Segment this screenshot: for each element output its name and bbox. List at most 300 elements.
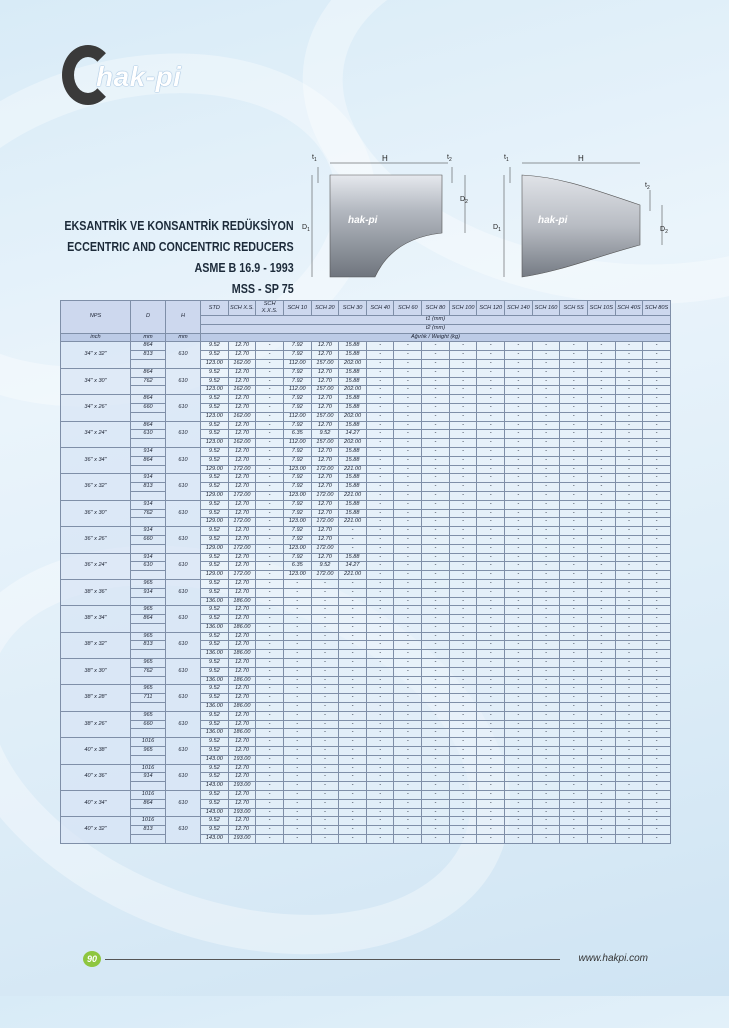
value-cell: - [477, 650, 505, 659]
value-cell: 7.92 [283, 535, 311, 544]
value-cell: - [422, 509, 450, 518]
value-cell: - [615, 456, 643, 465]
value-cell: - [477, 588, 505, 597]
value-cell: - [422, 439, 450, 448]
value-cell: - [449, 694, 477, 703]
table-row [61, 606, 671, 615]
value-cell: - [587, 439, 615, 448]
value-cell: - [449, 403, 477, 412]
value-cell: - [422, 817, 450, 826]
value-cell: - [505, 403, 533, 412]
value-cell: - [366, 606, 394, 615]
value-cell: 9.52 [201, 747, 229, 756]
value-cell: - [422, 421, 450, 430]
value-cell: - [477, 685, 505, 694]
value-cell: - [449, 808, 477, 817]
value-cell: - [615, 711, 643, 720]
value-cell: - [366, 386, 394, 395]
value-cell: 172.00 [311, 571, 339, 580]
value-cell: - [587, 579, 615, 588]
value-cell: - [449, 483, 477, 492]
d-cell: 864 [131, 615, 166, 624]
value-cell: - [532, 641, 560, 650]
value-cell: - [256, 703, 284, 712]
value-cell: - [587, 667, 615, 676]
value-cell: - [366, 359, 394, 368]
value-cell: - [560, 791, 588, 800]
value-cell: - [643, 544, 671, 553]
table-row [61, 835, 671, 844]
value-cell: - [283, 799, 311, 808]
value-cell: - [422, 377, 450, 386]
value-cell: - [256, 817, 284, 826]
value-cell: - [256, 395, 284, 404]
value-cell: - [560, 667, 588, 676]
value-cell: - [587, 395, 615, 404]
h-cell: 610 [166, 711, 201, 737]
value-cell: - [532, 588, 560, 597]
value-cell: 9.52 [201, 764, 229, 773]
value-cell: 123.00 [283, 518, 311, 527]
value-cell: - [643, 791, 671, 800]
value-cell: 129.00 [201, 571, 229, 580]
value-cell: 123.00 [201, 439, 229, 448]
value-cell: - [311, 808, 339, 817]
value-cell: - [615, 694, 643, 703]
table-row [61, 351, 671, 360]
value-cell: - [283, 729, 311, 738]
h-cell: 610 [166, 447, 201, 473]
d-cell [131, 571, 166, 580]
value-cell: - [256, 562, 284, 571]
table-row [61, 641, 671, 650]
value-cell: - [532, 632, 560, 641]
value-cell: - [560, 403, 588, 412]
value-cell: - [505, 500, 533, 509]
value-cell: 12.70 [228, 685, 256, 694]
value-cell: - [256, 403, 284, 412]
value-cell: - [643, 588, 671, 597]
value-cell: - [394, 747, 422, 756]
value-cell: - [366, 597, 394, 606]
value-cell: - [366, 430, 394, 439]
value-cell: 186.00 [228, 650, 256, 659]
h-cell: 610 [166, 553, 201, 579]
value-cell: - [560, 676, 588, 685]
value-cell: - [643, 430, 671, 439]
schedule-header: SCH 100 [449, 301, 477, 316]
value-cell: 12.70 [228, 527, 256, 536]
value-cell: - [477, 711, 505, 720]
value-cell: - [256, 351, 284, 360]
value-cell: - [311, 632, 339, 641]
label-d2: $D_2$ [460, 196, 468, 205]
value-cell: - [366, 403, 394, 412]
table-row [61, 403, 671, 412]
value-cell: - [532, 553, 560, 562]
value-cell: - [477, 491, 505, 500]
value-cell: - [366, 588, 394, 597]
value-cell: 12.70 [228, 447, 256, 456]
value-cell: 186.00 [228, 676, 256, 685]
value-cell: - [449, 720, 477, 729]
value-cell: - [532, 491, 560, 500]
value-cell: 157.00 [311, 439, 339, 448]
value-cell: 12.70 [228, 403, 256, 412]
value-cell: - [422, 799, 450, 808]
d-cell: 914 [131, 588, 166, 597]
value-cell: 193.00 [228, 755, 256, 764]
value-cell: - [615, 535, 643, 544]
nps-cell: 40" x 34" [61, 791, 131, 817]
value-cell: - [422, 641, 450, 650]
value-cell: - [422, 667, 450, 676]
value-cell: - [505, 421, 533, 430]
value-cell: - [505, 351, 533, 360]
value-cell: - [615, 474, 643, 483]
value-cell: - [587, 729, 615, 738]
value-cell: - [366, 518, 394, 527]
d-cell: 914 [131, 447, 166, 456]
value-cell: 12.70 [228, 474, 256, 483]
value-cell: - [505, 711, 533, 720]
value-cell: 172.00 [311, 491, 339, 500]
value-cell: - [587, 747, 615, 756]
value-cell: - [339, 676, 367, 685]
value-cell: - [615, 703, 643, 712]
d-cell [131, 623, 166, 632]
value-cell: - [587, 632, 615, 641]
table-row [61, 421, 671, 430]
schedule-header: SCH X.X.S. [256, 301, 284, 316]
table-row [61, 711, 671, 720]
value-cell: - [311, 676, 339, 685]
value-cell: - [643, 799, 671, 808]
value-cell: - [532, 527, 560, 536]
value-cell: - [505, 685, 533, 694]
nps-cell: 40" x 38" [61, 738, 131, 764]
table-row [61, 465, 671, 474]
value-cell: 15.88 [339, 395, 367, 404]
value-cell: - [532, 439, 560, 448]
value-cell: 129.00 [201, 491, 229, 500]
value-cell: - [422, 562, 450, 571]
value-cell: - [560, 535, 588, 544]
value-cell: 9.52 [201, 720, 229, 729]
value-cell: - [532, 755, 560, 764]
value-cell: - [532, 650, 560, 659]
value-cell: - [615, 571, 643, 580]
value-cell: - [422, 729, 450, 738]
value-cell: 162.00 [228, 359, 256, 368]
table-row [61, 491, 671, 500]
value-cell: - [532, 720, 560, 729]
value-cell: 12.70 [228, 694, 256, 703]
h-cell: 610 [166, 500, 201, 526]
value-cell: - [366, 421, 394, 430]
value-cell: - [394, 465, 422, 474]
value-cell: - [366, 808, 394, 817]
value-cell: 12.70 [228, 368, 256, 377]
value-cell: - [505, 755, 533, 764]
value-cell: - [449, 755, 477, 764]
t1-header: t1 (mm) [201, 316, 671, 325]
value-cell: - [643, 729, 671, 738]
value-cell: - [449, 430, 477, 439]
nps-cell: 38" x 34" [61, 606, 131, 632]
value-cell: - [366, 483, 394, 492]
value-cell: 7.92 [283, 456, 311, 465]
h-cell: 610 [166, 579, 201, 605]
value-cell: - [422, 395, 450, 404]
value-cell: - [532, 703, 560, 712]
table-row [61, 632, 671, 641]
value-cell: - [394, 597, 422, 606]
diagram-logo-text: hak-pi [348, 215, 378, 226]
value-cell: - [560, 764, 588, 773]
value-cell: - [366, 439, 394, 448]
value-cell: - [311, 799, 339, 808]
value-cell: - [394, 615, 422, 624]
value-cell: - [587, 553, 615, 562]
value-cell: - [366, 456, 394, 465]
value-cell: - [643, 711, 671, 720]
value-cell: - [560, 412, 588, 421]
value-cell: - [560, 377, 588, 386]
table-row [61, 615, 671, 624]
value-cell: - [587, 773, 615, 782]
schedule-header: SCH 120 [477, 301, 505, 316]
value-cell: 12.70 [311, 456, 339, 465]
value-cell: - [366, 579, 394, 588]
value-cell: - [339, 729, 367, 738]
value-cell: - [256, 606, 284, 615]
value-cell: - [477, 579, 505, 588]
value-cell: 186.00 [228, 597, 256, 606]
d-cell [131, 808, 166, 817]
d-cell [131, 544, 166, 553]
value-cell: 12.70 [228, 641, 256, 650]
value-cell: 15.88 [339, 483, 367, 492]
value-cell: - [587, 826, 615, 835]
value-cell: - [615, 747, 643, 756]
d-cell: 864 [131, 368, 166, 377]
value-cell: 172.00 [228, 465, 256, 474]
value-cell: - [532, 799, 560, 808]
value-cell: 9.52 [201, 588, 229, 597]
value-cell: - [339, 791, 367, 800]
value-cell: - [422, 553, 450, 562]
d-cell: 813 [131, 351, 166, 360]
nps-cell: 36" x 26" [61, 527, 131, 553]
value-cell: - [311, 650, 339, 659]
h-cell: 610 [166, 659, 201, 685]
value-cell: - [505, 632, 533, 641]
value-cell: - [615, 782, 643, 791]
nps-cell: 36" x 32" [61, 474, 131, 500]
value-cell: - [366, 738, 394, 747]
value-cell: - [615, 527, 643, 536]
value-cell: 7.92 [283, 447, 311, 456]
value-cell: - [587, 571, 615, 580]
value-cell: - [422, 500, 450, 509]
schedule-header: SCH 40S [615, 301, 643, 316]
value-cell: - [477, 403, 505, 412]
value-cell: - [422, 738, 450, 747]
value-cell: - [643, 465, 671, 474]
value-cell: - [256, 694, 284, 703]
d-cell: 711 [131, 694, 166, 703]
value-cell: - [422, 456, 450, 465]
value-cell: - [339, 659, 367, 668]
d-cell: 914 [131, 773, 166, 782]
value-cell: - [615, 430, 643, 439]
value-cell: - [505, 729, 533, 738]
value-cell: - [615, 720, 643, 729]
value-cell: - [560, 395, 588, 404]
value-cell: - [449, 535, 477, 544]
schedule-header: SCH 80 [422, 301, 450, 316]
value-cell: - [587, 817, 615, 826]
value-cell: - [505, 615, 533, 624]
nps-cell: 36" x 30" [61, 500, 131, 526]
value-cell: - [560, 615, 588, 624]
value-cell: - [477, 421, 505, 430]
table-row [61, 694, 671, 703]
value-cell: - [532, 430, 560, 439]
value-cell: - [394, 738, 422, 747]
value-cell: - [643, 456, 671, 465]
value-cell: - [615, 826, 643, 835]
value-cell: - [366, 447, 394, 456]
value-cell: - [256, 588, 284, 597]
value-cell: 157.00 [311, 386, 339, 395]
value-cell: - [394, 509, 422, 518]
value-cell: 9.52 [201, 826, 229, 835]
value-cell: - [532, 395, 560, 404]
value-cell: - [587, 359, 615, 368]
value-cell: 9.52 [201, 535, 229, 544]
value-cell: 123.00 [201, 412, 229, 421]
value-cell: 12.70 [228, 483, 256, 492]
value-cell: - [256, 447, 284, 456]
value-cell: - [256, 667, 284, 676]
h-cell: 610 [166, 421, 201, 447]
nps-cell: 38" x 28" [61, 685, 131, 711]
value-cell: - [477, 667, 505, 676]
value-cell: - [532, 465, 560, 474]
d-cell: 762 [131, 377, 166, 386]
value-cell: - [256, 386, 284, 395]
value-cell: - [449, 773, 477, 782]
value-cell: - [422, 447, 450, 456]
value-cell: - [256, 641, 284, 650]
value-cell: 221.00 [339, 571, 367, 580]
value-cell: - [532, 782, 560, 791]
table-row [61, 791, 671, 800]
d-cell: 610 [131, 562, 166, 571]
value-cell: - [311, 711, 339, 720]
value-cell: - [560, 826, 588, 835]
value-cell: - [477, 782, 505, 791]
h-cell: 610 [166, 632, 201, 658]
value-cell: 162.00 [228, 412, 256, 421]
table-row [61, 500, 671, 509]
value-cell: - [532, 447, 560, 456]
value-cell: - [505, 720, 533, 729]
value-cell: 136.00 [201, 623, 229, 632]
value-cell: - [449, 368, 477, 377]
value-cell: - [283, 632, 311, 641]
value-cell: - [283, 588, 311, 597]
label-t2: $t_2$ [447, 154, 452, 163]
value-cell: - [477, 817, 505, 826]
value-cell: - [449, 465, 477, 474]
value-cell: - [449, 835, 477, 844]
value-cell: - [311, 597, 339, 606]
value-cell: - [587, 351, 615, 360]
value-cell: - [532, 403, 560, 412]
value-cell: - [505, 377, 533, 386]
value-cell: - [505, 659, 533, 668]
value-cell: - [339, 720, 367, 729]
table-row [61, 826, 671, 835]
value-cell: - [449, 562, 477, 571]
value-cell: - [643, 377, 671, 386]
value-cell: - [256, 738, 284, 747]
value-cell: - [643, 403, 671, 412]
value-cell: - [256, 808, 284, 817]
value-cell: 172.00 [311, 518, 339, 527]
value-cell: - [587, 518, 615, 527]
value-cell: 7.92 [283, 500, 311, 509]
d-cell [131, 650, 166, 659]
value-cell: - [366, 650, 394, 659]
d-cell [131, 755, 166, 764]
value-cell: - [477, 764, 505, 773]
value-cell: - [256, 518, 284, 527]
value-cell: - [477, 773, 505, 782]
value-cell: 12.70 [311, 483, 339, 492]
value-cell: 12.70 [228, 615, 256, 624]
value-cell: - [422, 483, 450, 492]
value-cell: - [560, 835, 588, 844]
value-cell: - [615, 544, 643, 553]
value-cell: - [422, 386, 450, 395]
value-cell: - [532, 579, 560, 588]
value-cell: - [394, 553, 422, 562]
value-cell: - [422, 597, 450, 606]
value-cell: - [394, 826, 422, 835]
d-cell: 965 [131, 579, 166, 588]
value-cell: - [449, 632, 477, 641]
value-cell: 9.52 [201, 773, 229, 782]
value-cell: - [394, 535, 422, 544]
value-cell: 14.27 [339, 430, 367, 439]
value-cell: 12.70 [228, 395, 256, 404]
value-cell: - [449, 738, 477, 747]
value-cell: - [394, 588, 422, 597]
value-cell: - [643, 773, 671, 782]
table-row [61, 738, 671, 747]
value-cell: - [394, 667, 422, 676]
value-cell: - [394, 764, 422, 773]
value-cell: - [422, 782, 450, 791]
value-cell: - [615, 615, 643, 624]
value-cell: - [532, 623, 560, 632]
value-cell: - [615, 491, 643, 500]
d-cell: 914 [131, 527, 166, 536]
